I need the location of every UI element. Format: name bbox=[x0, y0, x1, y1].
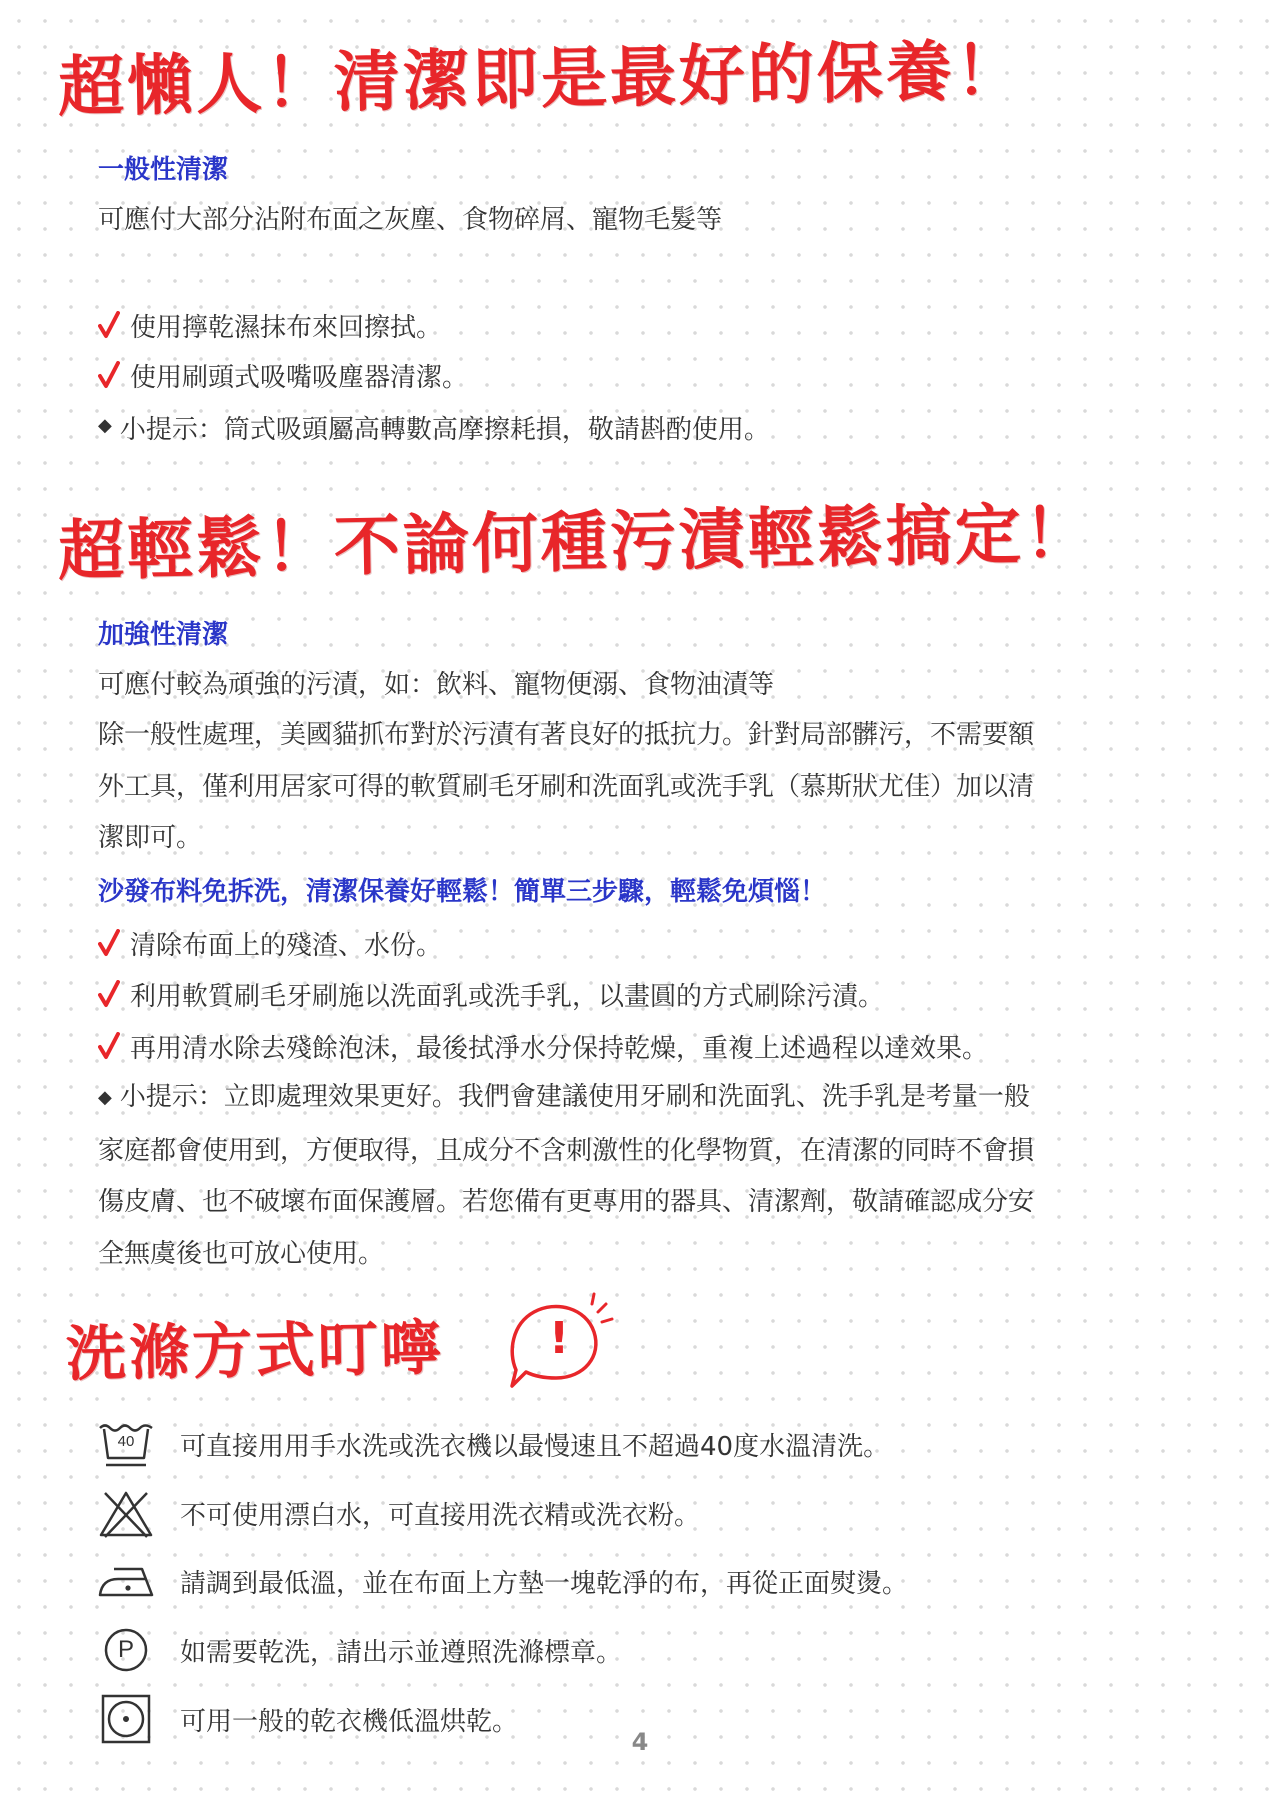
check-item bbox=[98, 357, 468, 393]
wash-instruction-text: 請調到最低溫，並在布面上方墊一塊乾淨的布，再從正面熨燙。 bbox=[180, 1568, 909, 1599]
wash-instruction-row bbox=[96, 1416, 889, 1472]
tumble-dry-low-icon bbox=[96, 1691, 156, 1747]
check-icon bbox=[98, 980, 120, 1008]
tip-line: 傷皮膚、也不破壞布面保護層。若您備有更專用的器具、清潔劑，敬請確認成分安 bbox=[98, 1187, 1035, 1217]
check-text: 利用軟質刷毛牙刷施以洗面乳或洗手乳，以畫圓的方式刷除污漬。 bbox=[130, 981, 885, 1012]
wash-instruction-text: 如需要乾洗，請出示並遵照洗滌標章。 bbox=[180, 1637, 623, 1668]
wash-instruction-row bbox=[96, 1485, 700, 1541]
tip-line: 家庭都會使用到，方便取得，且成分不含刺激性的化學物質，在清潔的同時不會損 bbox=[98, 1135, 1035, 1166]
tip-text: 小提示：筒式吸頭屬高轉數高摩擦耗損，敬請斟酌使用。 bbox=[119, 414, 770, 445]
check-text: 使用刷頭式吸嘴吸塵器清潔。 bbox=[130, 362, 469, 393]
check-item bbox=[98, 307, 442, 343]
diamond-bullet-icon: ◆ bbox=[98, 414, 112, 436]
tip-line: 全無虞後也可放心使用。 bbox=[98, 1238, 385, 1269]
wash-instruction-text: 可用一般的乾衣機低溫烘乾。 bbox=[180, 1706, 519, 1737]
no-bleach-icon bbox=[96, 1485, 156, 1541]
wash-instruction-row bbox=[96, 1691, 518, 1747]
check-item bbox=[98, 925, 442, 961]
check-item bbox=[98, 976, 884, 1012]
section1-title: 超懶人！清潔即是最好的保養！ bbox=[57, 31, 1025, 126]
iron-low-icon bbox=[96, 1553, 156, 1609]
tip-text: 小提示：立即處理效果更好。我們會建議使用牙刷和洗面乳、洗手乳是考量一般 bbox=[119, 1082, 1030, 1112]
wash-instruction-row bbox=[96, 1553, 908, 1609]
check-text: 再用清水除去殘餘泡沫，最後拭淨水分保持乾燥，重複上述過程以達效果。 bbox=[130, 1033, 989, 1064]
check-icon bbox=[98, 1032, 120, 1060]
tip-line bbox=[98, 1072, 1188, 1126]
section1-desc: 可應付大部分沾附布面之灰塵、食物碎屑、寵物毛髮等 bbox=[98, 205, 723, 235]
dry-clean-p-icon bbox=[96, 1622, 156, 1678]
section2-desc: 可應付較為頑強的污漬，如：飲料、寵物便溺、食物油漬等 bbox=[98, 670, 775, 700]
wash-temperature: 40 bbox=[117, 1433, 135, 1450]
check-item bbox=[98, 1028, 988, 1064]
wash-instruction-row bbox=[96, 1622, 622, 1678]
diamond-bullet-icon: ◆ bbox=[98, 1087, 112, 1108]
section2-title: 超輕鬆！不論何種污漬輕鬆搞定！ bbox=[57, 493, 1094, 590]
section2-tip bbox=[98, 1072, 1188, 1280]
check-text: 清除布面上的殘渣、水份。 bbox=[130, 930, 443, 961]
dry-clean-letter: P bbox=[117, 1636, 134, 1663]
check-text: 使用擰乾濕抹布來回擦拭。 bbox=[130, 312, 443, 343]
check-icon bbox=[98, 361, 120, 389]
check-icon bbox=[98, 929, 120, 957]
section2-subtitle: 加強性清潔 bbox=[98, 620, 229, 650]
section3-title: 洗滌方式叮嚀 bbox=[65, 1313, 445, 1390]
page-number: 4 bbox=[631, 1728, 649, 1756]
tip-line bbox=[98, 409, 770, 445]
paragraph-line: 除一般性處理，美國貓抓布對於污漬有著良好的抵抗力。針對局部髒污，不需要額 bbox=[98, 720, 1035, 750]
check-icon bbox=[98, 311, 120, 339]
section1-subtitle: 一般性清潔 bbox=[98, 155, 229, 185]
paragraph-line: 外工具，僅利用居家可得的軟質刷毛牙刷和洗面乳或洗手乳（慕斯狀尤佳）加以清 bbox=[98, 771, 1035, 802]
wash-instruction-text: 不可使用漂白水，可直接用洗衣精或洗衣粉。 bbox=[180, 1500, 701, 1531]
wash-instruction-text: 可直接用用手水洗或洗衣機以最慢速且不超過40度水溫清洗。 bbox=[180, 1431, 890, 1462]
alert-symbol: ! bbox=[548, 1313, 570, 1364]
section2-steps-heading: 沙發布料免拆洗，清潔保養好輕鬆！簡單三步驟，輕鬆免煩惱！ bbox=[98, 877, 827, 907]
wash-40-icon bbox=[96, 1416, 156, 1472]
alert-bubble bbox=[506, 1292, 616, 1392]
section2-paragraph bbox=[98, 710, 1188, 865]
paragraph-line: 潔即可。 bbox=[98, 823, 203, 853]
